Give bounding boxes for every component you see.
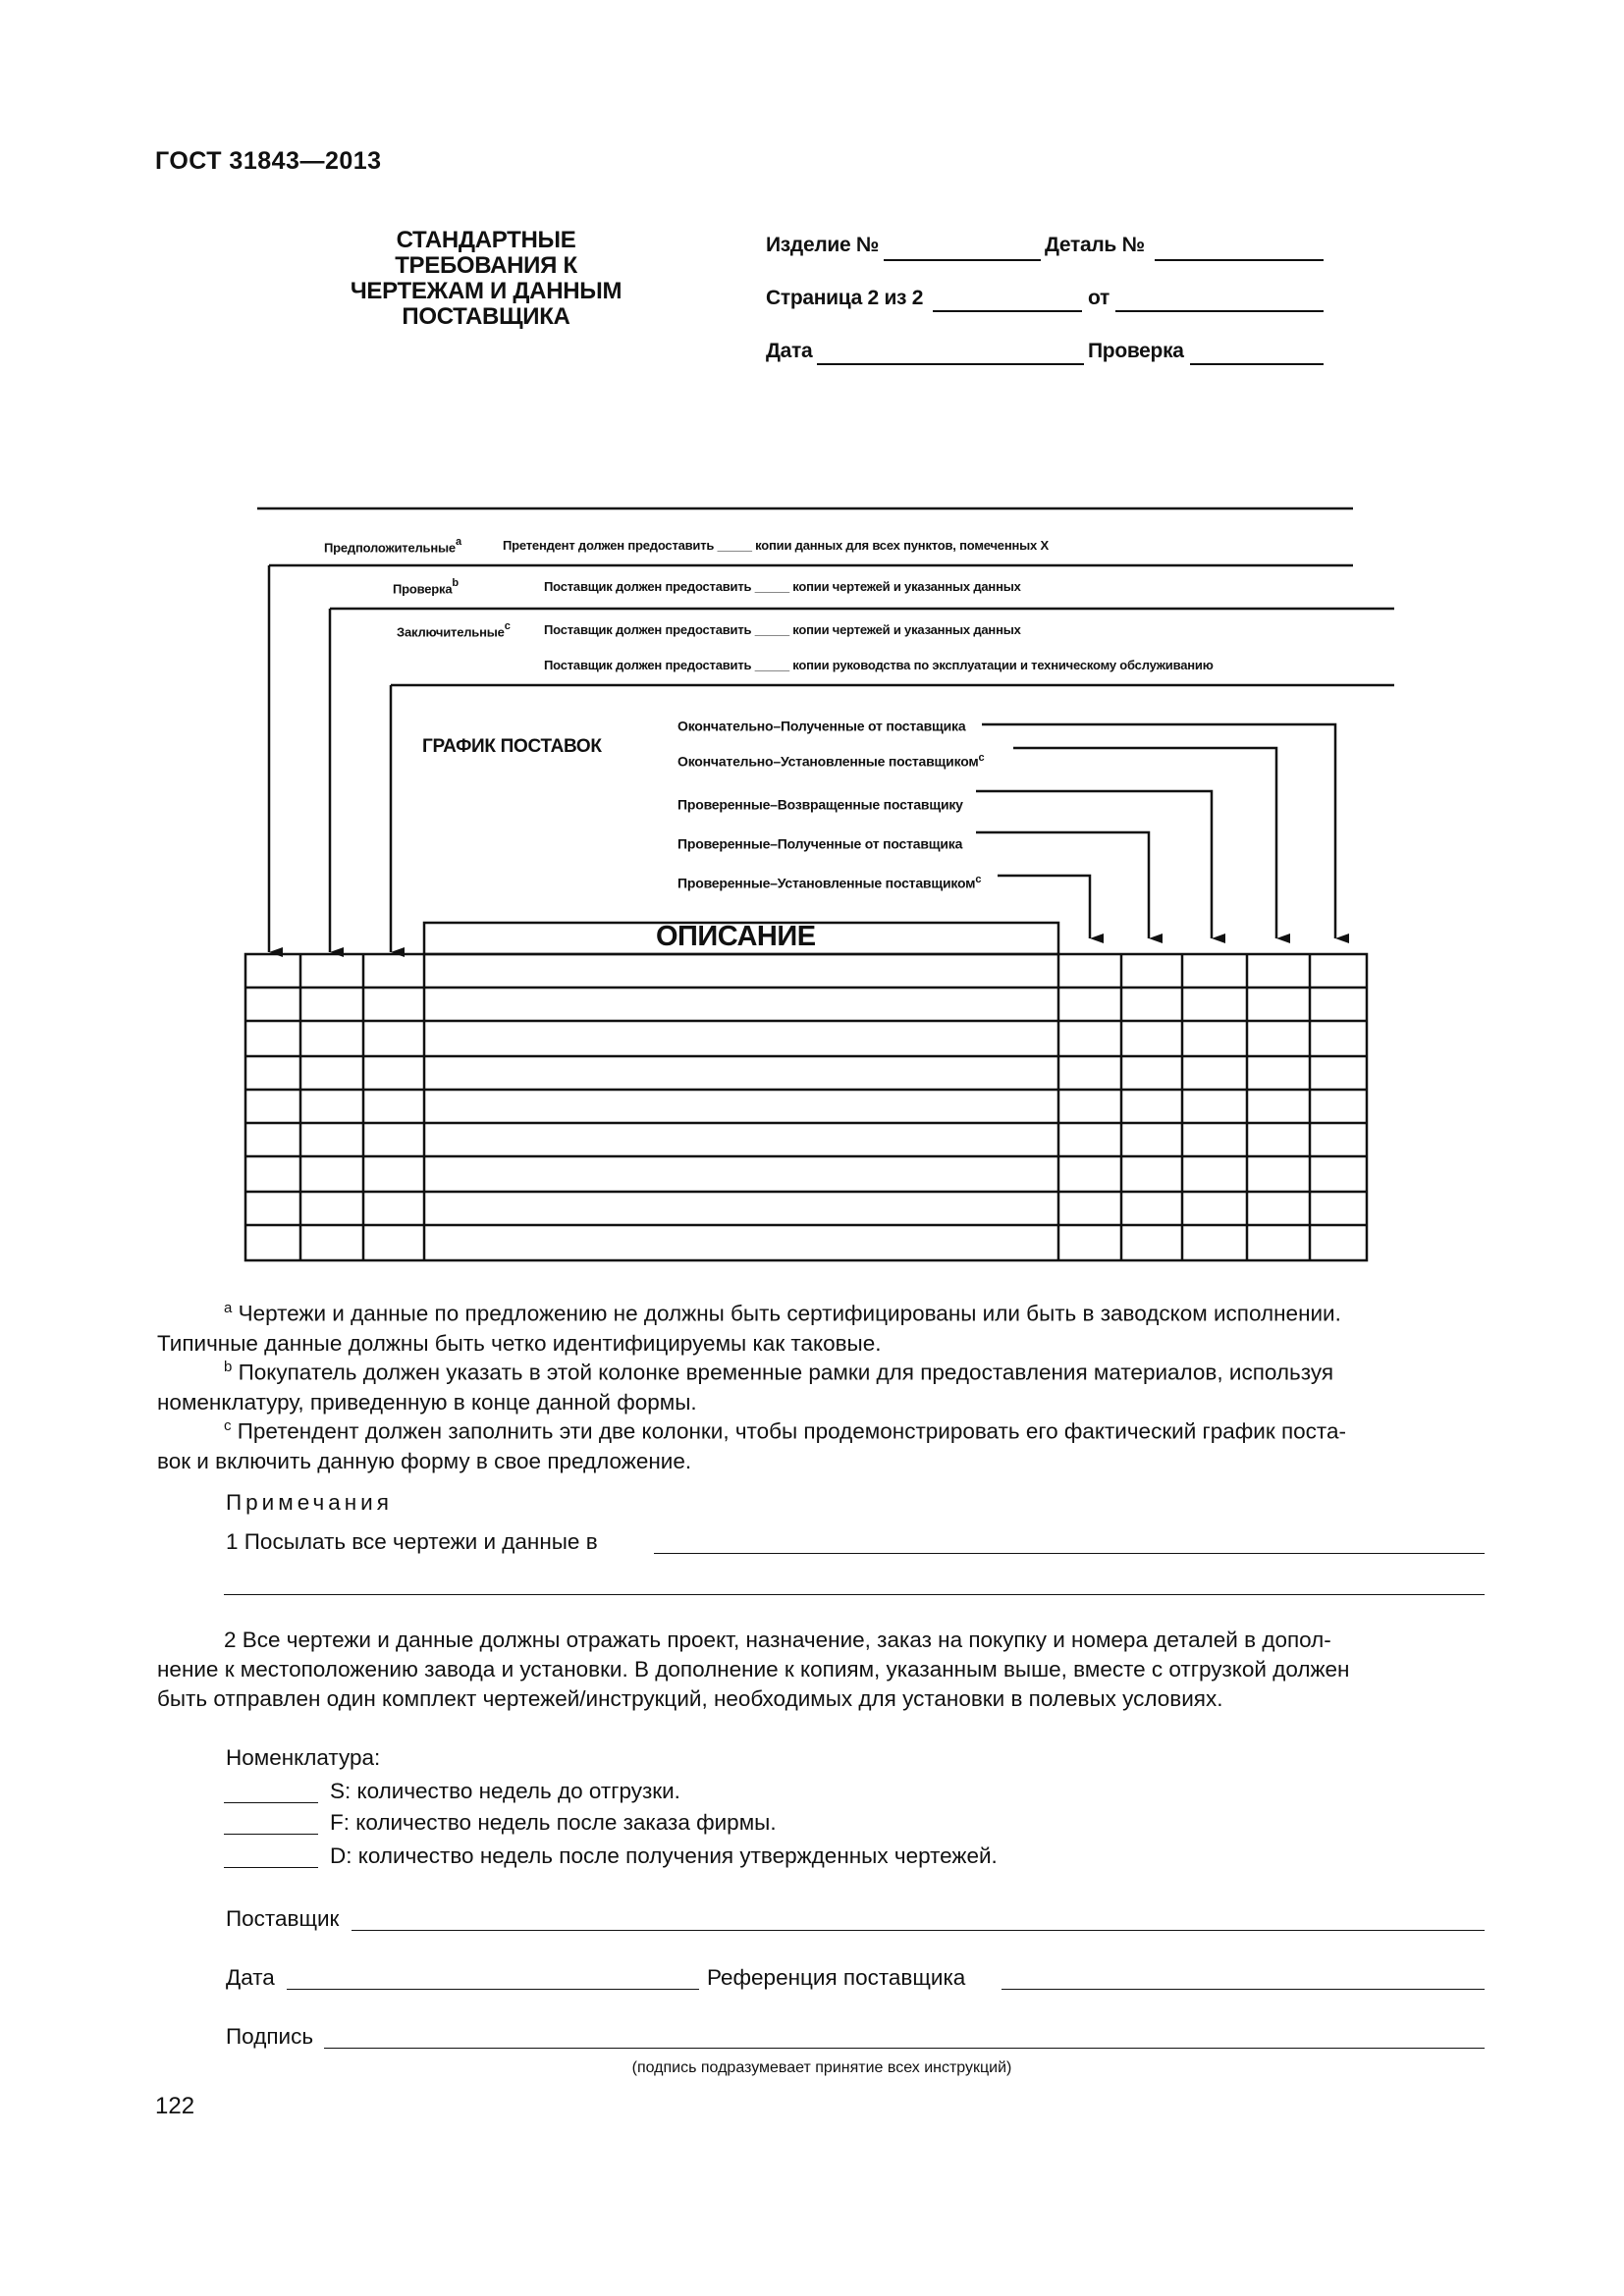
form-title-line: ТРЕБОВАНИЯ К [395, 252, 577, 279]
check-label: Проверка [1088, 340, 1184, 362]
review-label: Проверка$^b$ [393, 577, 459, 597]
footnote-b: $^b$ Покупатель должен указать в этой колонке временные рамки для предоставления материалов, используя номенклатуру, приведенную в конце данной формы. [157, 1359, 1334, 1415]
notes-heading: Примечания [226, 1490, 393, 1515]
supplier-ref-field[interactable] [1001, 1989, 1485, 1990]
schedule-item: Окончательно–Полученные от поставщика [677, 718, 966, 734]
nomenclature-s: S: количество недель до отгрузки. [330, 1779, 680, 1803]
part-no-label: Деталь № [1045, 234, 1145, 256]
footnote-c: $^c$ Претендент должен заполнить эти две колонки, чтобы продемонстрировать его фактический график поста- вок и включить данную форму в свое предложение. [157, 1417, 1346, 1473]
page-number: 122 [155, 2093, 195, 2119]
description-header: ОПИСАНИЕ [656, 921, 816, 952]
document-id: ГОСТ 31843—2013 [155, 147, 382, 175]
final-text-1: Поставщик должен предоставить _____ копии чертежей и указанных данных [544, 622, 1021, 637]
date-field-bottom[interactable] [287, 1989, 699, 1990]
item-no-label: Изделие № [766, 234, 880, 256]
signature-label: Подпись [226, 2024, 314, 2049]
supplier-label: Поставщик [226, 1906, 340, 1931]
form-title-line: ЧЕРТЕЖАМ И ДАННЫМ [350, 278, 623, 304]
from-label: от [1088, 287, 1110, 309]
footnote-a: $^a$ Чертежи и данные по предложению не должны быть сертифицированы или быть в заводском исполнении. Типичные данные должны быть четко идентифицируемы как таковые. [157, 1300, 1341, 1356]
note-1-field-2[interactable] [224, 1594, 1485, 1595]
proposal-label: Предположительные$^a$ [324, 536, 461, 556]
nomenclature-f-field[interactable] [224, 1834, 318, 1835]
signature-note: (подпись подразумевает принятие всех инструкций) [631, 2059, 1012, 2076]
signature-field[interactable] [324, 2048, 1485, 2049]
nomenclature-f: F: количество недель после заказа фирмы. [330, 1810, 777, 1835]
schedule-table [245, 954, 1367, 1260]
note-2: 2 Все чертежи и данные должны отражать проект, назначение, заказ на покупку и номера деталей в допол- нение к местоположению завода и установки. В дополнение к копиям, указанным выше, вместе с отгрузкой должен быть отправлен один комплект чертежей/инструкций, необходимых для установки в полевых условиях. [157, 1628, 1350, 1711]
nomenclature-s-field[interactable] [224, 1802, 318, 1803]
review-text: Поставщик должен предоставить _____ копии чертежей и указанных данных [544, 579, 1021, 594]
proposal-text: Претендент должен предоставить _____ копии данных для всех пунктов, помеченных X [503, 538, 1049, 553]
nomenclature-heading: Номенклатура: [226, 1745, 381, 1770]
supplier-ref-label: Референция поставщика [707, 1965, 966, 1990]
page-label: Страница 2 из 2 [766, 287, 924, 309]
nomenclature-d: D: количество недель после получения утвержденных чертежей. [330, 1843, 998, 1868]
schedule-arrow-3 [976, 791, 1212, 938]
note-1-field[interactable] [654, 1553, 1485, 1554]
form-title-line: ПОСТАВЩИКА [402, 303, 570, 330]
schedule-title: ГРАФИК ПОСТАВОК [422, 736, 602, 757]
final-text-2: Поставщик должен предоставить _____ копии руководства по эксплуатации и техническому обслуживанию [544, 658, 1214, 672]
schedule-item: Проверенные–Установленные поставщиком$^c$ [677, 874, 982, 891]
schedule-arrow-2 [1013, 748, 1276, 938]
note-1: 1 Посылать все чертежи и данные в [226, 1529, 598, 1554]
schedule-item: Проверенные–Возвращенные поставщику [677, 796, 963, 813]
form-title-line: СТАНДАРТНЫЕ [396, 227, 576, 253]
date-label: Дата [766, 340, 813, 362]
nomenclature-d-field[interactable] [224, 1867, 318, 1868]
schedule-arrow-5 [998, 876, 1090, 938]
supplier-field[interactable] [352, 1930, 1485, 1931]
date-label-bottom: Дата [226, 1965, 275, 1990]
schedule-item: Окончательно–Установленные поставщиком$^c$ [677, 752, 985, 770]
final-label: Заключительные$^c$ [397, 620, 511, 640]
schedule-item: Проверенные–Полученные от поставщика [677, 835, 963, 852]
